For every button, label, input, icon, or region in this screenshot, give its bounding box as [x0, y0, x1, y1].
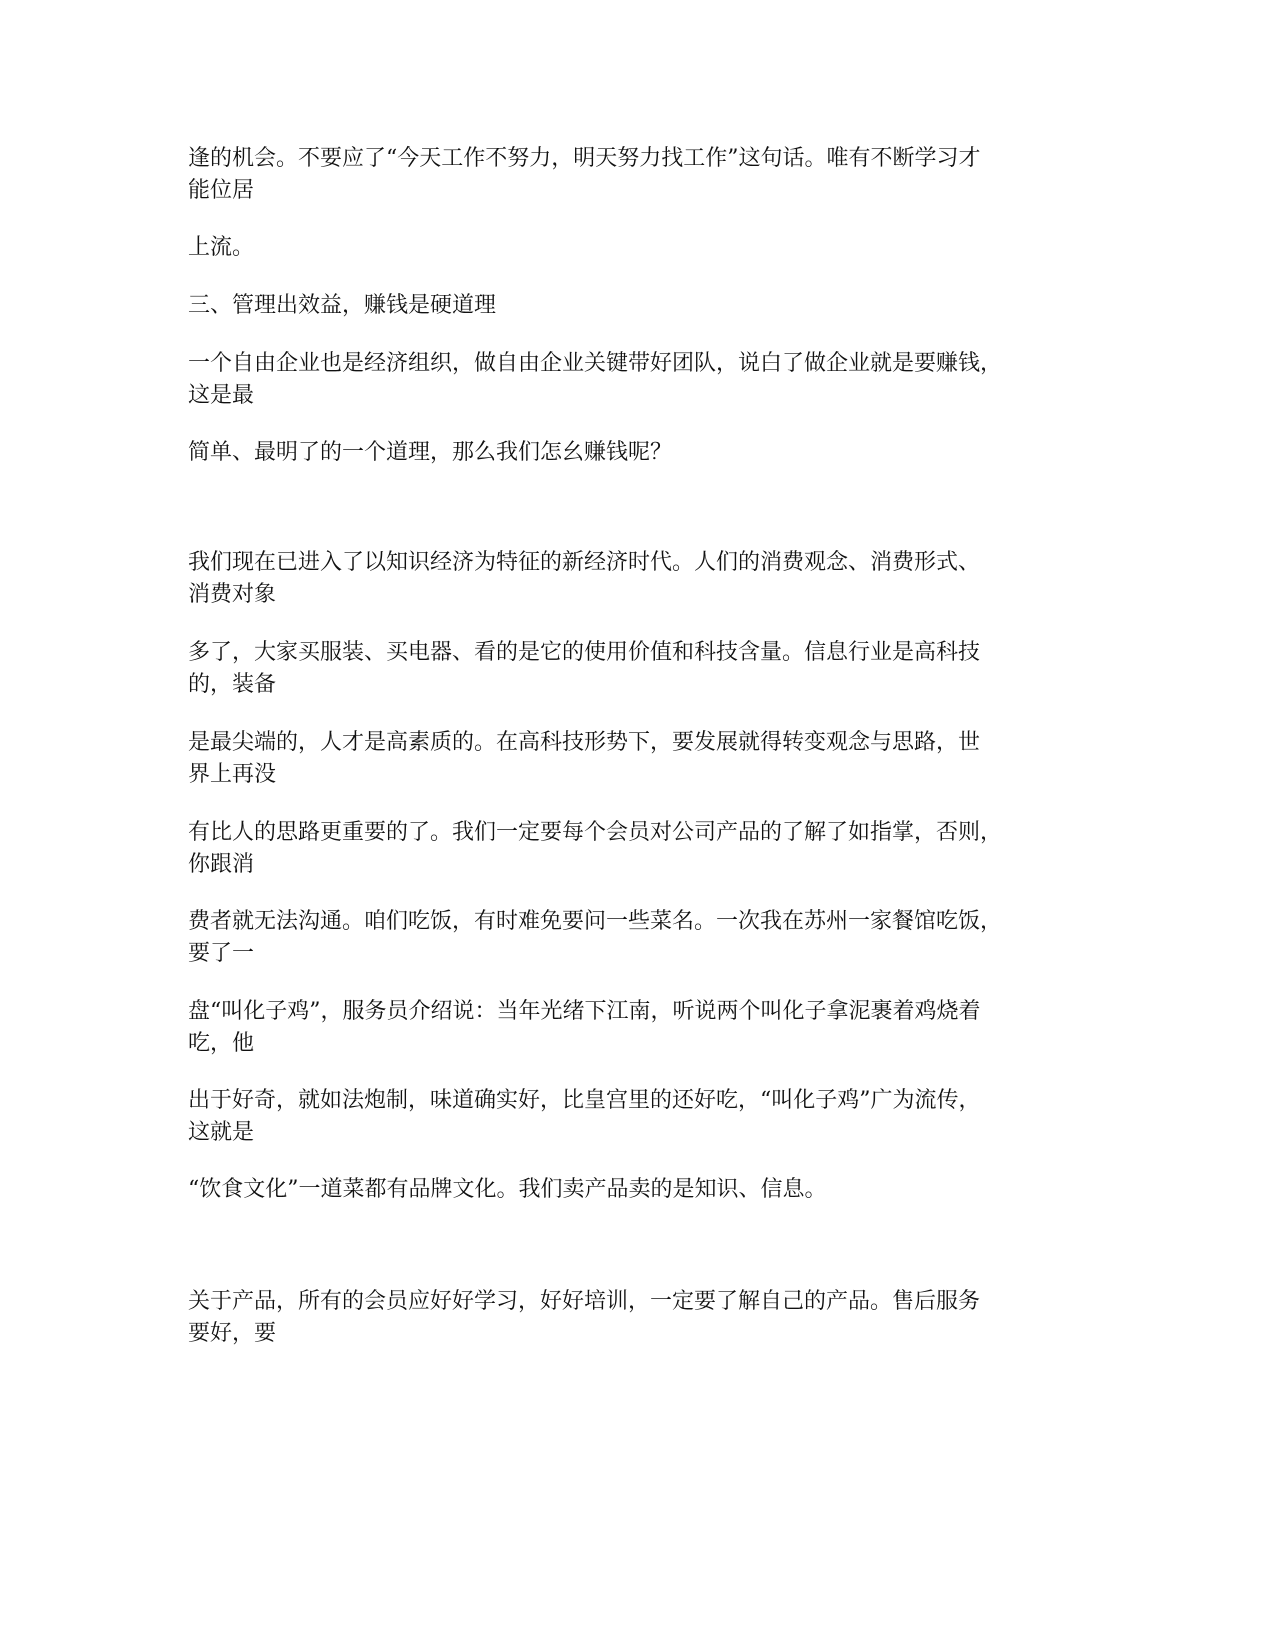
text-line: 要了一	[188, 941, 255, 966]
paragraph	[188, 637, 1088, 701]
paragraph	[188, 547, 1088, 611]
text-line: 费者就无法沟通。咱们吃饭，有时难免要问一些菜名。一次我在苏州一家餐馆吃饭，	[188, 909, 1003, 934]
paragraph	[188, 906, 1088, 970]
text-line: 多了，大家买服装、买电器、看的是它的使用价值和科技含量。信息行业是高科技	[188, 640, 981, 665]
paragraph	[188, 817, 1088, 881]
paragraph	[188, 996, 1088, 1060]
text-line: 这是最	[188, 383, 255, 408]
text-line: 逢的机会。不要应了“今天工作不努力，明天努力找工作”这句话。唯有不断学习才	[188, 146, 981, 171]
text-line: 我们现在已进入了以知识经济为特征的新经济时代。人们的消费观念、消费形式、	[188, 550, 981, 575]
text-line: 上流。	[188, 235, 255, 260]
paragraph	[188, 1085, 1088, 1149]
text-line: 三、管理出效益，赚钱是硬道理	[188, 293, 497, 318]
text-line: 的，装备	[188, 672, 277, 697]
text-line: 这就是	[188, 1120, 255, 1145]
paragraph	[188, 1286, 1088, 1350]
text-line: 有比人的思路更重要的了。我们一定要每个会员对公司产品的了解了如指掌，否则，	[188, 820, 1003, 845]
text-line: 一个自由企业也是经济组织，做自由企业关键带好团队，说白了做企业就是要赚钱，	[188, 351, 1003, 376]
text-line: 简单、最明了的一个道理，那么我们怎幺赚钱呢？	[188, 440, 673, 465]
paragraph	[188, 143, 1088, 207]
text-line: “饮食文化”一道菜都有品牌文化。我们卖产品卖的是知识、信息。	[188, 1177, 827, 1202]
text-line: 盘“叫化子鸡”，服务员介绍说：当年光绪下江南，听说两个叫化子拿泥裹着鸡烧着	[188, 999, 981, 1024]
text-line: 你跟消	[188, 852, 255, 877]
text-line: 消费对象	[188, 582, 277, 607]
paragraph	[188, 437, 1088, 469]
paragraph	[188, 1174, 1088, 1206]
text-line: 是最尖端的，人才是高素质的。在高科技形势下，要发展就得转变观念与思路，世	[188, 730, 981, 755]
text-line: 关于产品，所有的会员应好好学习，好好培训，一定要了解自己的产品。售后服务	[188, 1289, 981, 1314]
paragraph	[188, 348, 1088, 412]
paragraph	[188, 232, 1088, 264]
text-line: 出于好奇，就如法炮制，味道确实好，比皇宫里的还好吃，“叫化子鸡”广为流传，	[188, 1088, 981, 1113]
text-line: 吃，他	[188, 1031, 255, 1056]
paragraph	[188, 727, 1088, 791]
section-heading	[188, 290, 1088, 322]
text-line: 界上再没	[188, 762, 277, 787]
text-line: 要好，要	[188, 1321, 277, 1346]
text-line: 能位居	[188, 178, 255, 203]
